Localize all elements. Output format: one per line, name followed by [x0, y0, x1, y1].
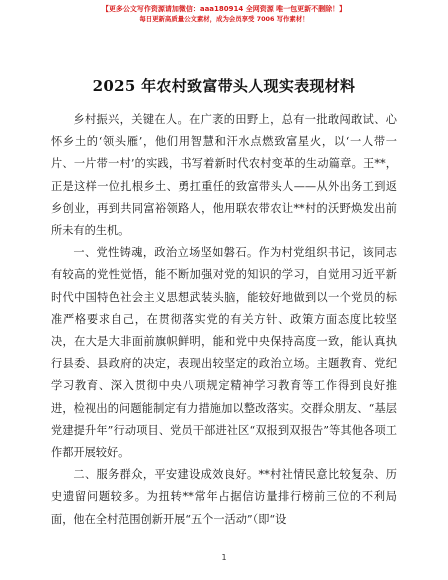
document-title: 2025 年农村致富带头人现实表现材料	[92, 77, 356, 95]
paragraph-intro: 乡村振兴，关键在人。在广袤的田野上，总有一批敢闯敢试、心怀乡土的‘领头雁’，他们用智慧和汗水点燃致富星火，以‘一人带一片、一片带一村’的实践，书写着新时代农村变革的生动篇章。王**，正是这样一位扎根乡土、勇扛重任的致富带头人——从外出务工到返乡创业，再到共同富裕领路人，他用联农带农让**村的沃野焕发出前所未有的生机。	[51, 113, 397, 238]
promo-banner-line-2: 每日更新高质量公文素材，成为会员享受 7006 写作素材！	[139, 15, 309, 23]
document-body	[51, 109, 397, 531]
paragraph-section-2: 二、服务群众，平安建设成效良好。**村社情民意比较复杂、历史遗留问题较多。为扭转**常年占据信访量排行榜前三位的不利局面，他在全村范围创新开展“五个一活动”（即“设	[51, 468, 397, 526]
paragraph-section-1: 一、党性铸魂，政治立场坚如磐石。作为村党组织书记，该同志有较高的党性觉悟，能不断加强对党的知识的学习，自觉用习近平新时代中国特色社会主义思想武装头脑，能较好地做到以一个党员的标准严格要求自己，在贯彻落实党的有关方针、政策方面态度比较坚决，在大是大非面前旗帜鲜明，能和党中央保持高度一致，能认真执行县委、县政府的决定，表现出较坚定的政治立场。主题教育、党纪学习教育、深入贯彻中央八项规定精神学习教育等工作得到良好推进，检视出的问题能制定有力措施加以整改落实。交群众朋友、“基层党建提升年”行动项目、党员干部进社区“双报到双报告”等其他各项工作都开展较好。	[51, 246, 397, 460]
promo-banner-line-1: 【更多公文写作资源请加微信：aaa180914 全网资源 唯一包更新不删除！】	[101, 5, 347, 13]
promo-banner	[0, 4, 448, 24]
page-number: 1	[221, 553, 227, 562]
